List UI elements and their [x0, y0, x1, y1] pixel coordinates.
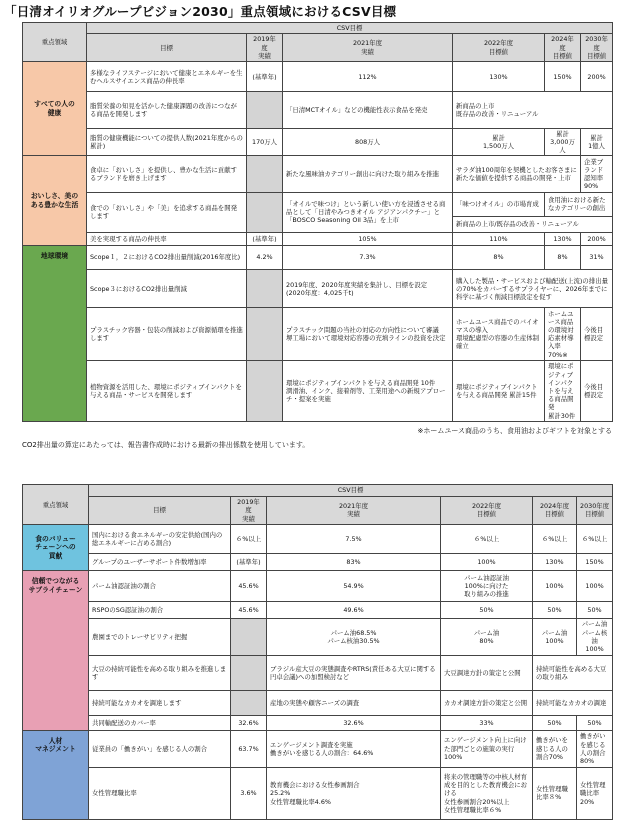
table-row: [23, 570, 613, 601]
header-area: 重点領域: [23, 485, 89, 525]
goal-cell: Scope３におけるCO2排出量削減: [87, 270, 247, 308]
header-2021: 2021年度 実績: [267, 496, 441, 525]
value-2030: 31%: [581, 245, 613, 269]
value-2022: 将来の管理職等の中核人材育成を目的とした教育機会における 女性参画割合20%以上 女性管理職比率６%: [441, 767, 533, 819]
goal-cell: 多様なライフステージにおいて健康とエネルギーを生むヘルスサイエンス商品の伸長率: [87, 62, 247, 92]
value-2022: ６%以上: [441, 525, 533, 554]
value-2024: 130%: [545, 232, 581, 245]
value-2019: 4.2%: [247, 245, 283, 269]
value-2022: 100%: [441, 554, 533, 571]
value-2022: 33%: [441, 716, 533, 731]
header-goal: 目標: [89, 496, 231, 525]
empty-cell: [231, 655, 267, 690]
value-2024-2030: 持続可能性を高める大豆の取り組み: [533, 655, 613, 690]
header-2024: 2024年度 目標値: [533, 496, 577, 525]
goal-cell: 美を実現する商品の伸長率: [87, 232, 247, 245]
value-2022: 「味つけオイル」の市場育成: [453, 192, 545, 216]
header-2022: 2022年度 目標値: [453, 34, 545, 62]
csv-table-1: [22, 22, 613, 422]
empty-cell: [247, 192, 283, 232]
value-2022: パーム油認証油 100%に向けた 取り組みの推進: [441, 570, 533, 601]
value-2021: 32.6%: [267, 716, 441, 731]
goal-cell: プラスチック容器・包装の削減および資源循環を推進します: [87, 308, 247, 361]
value-2019: (基準年): [247, 232, 283, 245]
empty-cell: [231, 691, 267, 716]
table-row: [23, 245, 613, 269]
footnote-home-use: ※ホームユース商品のうち、食用油およびギフトを対象とする: [417, 427, 612, 435]
header-csv: CSV目標: [87, 23, 613, 34]
value-2030: 150%: [577, 554, 613, 571]
value-2022: 環境にポジティブインパクトを与える商品開発 累計15件: [453, 361, 545, 422]
value-2030: 企業ブランド認知率 90%: [581, 156, 613, 192]
table-row: [23, 618, 613, 655]
value-2022: エンゲージメント向上に向けた部門ごとの施策の実行100%: [441, 730, 533, 767]
category-food: 食のバリュー チェーンへの 貢献: [23, 525, 89, 571]
value-2024: 累計 3,000万人: [545, 128, 581, 156]
value-2022: 130%: [453, 62, 545, 92]
value-2019: ６%以上: [231, 525, 267, 554]
value-2021: 教育機会における女性参画割合 25.2% 女性管理職比率4.6%: [267, 767, 441, 819]
value-2030: 累計 1億人: [581, 128, 613, 156]
value-2030: 100%: [577, 570, 613, 601]
value-2024: 50%: [533, 716, 577, 731]
value-2024: 女性管理職比率８%: [533, 767, 577, 819]
header-2022: 2022年度 目標値: [441, 496, 533, 525]
value-2021: エンゲージメント調査を実施 働きがいを感じる人の割合：64.6%: [267, 730, 441, 767]
value-2024: 環境にポジティブインパクトを与える商品開発 累計30件: [545, 361, 581, 422]
goal-cell: 従業員の「働きがい」を感じる人の割合: [89, 730, 231, 767]
table-row: [23, 716, 613, 731]
header-2019: 2019年度 実績: [247, 34, 283, 62]
goal-cell: 食での「おいしさ」や「美」を追求する商品を開発します: [87, 192, 247, 232]
value-2024: 100%: [533, 570, 577, 601]
value-2030: 働きがいを感じる人の割合80%: [577, 730, 613, 767]
value-2021: 新たな風味油カテゴリー創出に向けた取り組みを推進: [283, 156, 453, 192]
value-2021: 83%: [267, 554, 441, 571]
value-2024: 130%: [533, 554, 577, 571]
value-2019: 45.6%: [231, 602, 267, 619]
goal-cell: 農園までのトレーサビリティ把握: [89, 618, 231, 655]
value-2030: 今後目標設定: [581, 308, 613, 361]
page-title: 「日清オイリオグループビジョン2030」重点領域におけるCSV目標: [4, 4, 397, 19]
value-2024-2030: 持続可能なカカオの調達: [533, 691, 613, 716]
value-2030: 50%: [577, 716, 613, 731]
header-area: 重点領域: [23, 23, 87, 62]
value-2021: 54.9%: [267, 570, 441, 601]
value-2030: ６%以上: [577, 525, 613, 554]
value-2024: 働きがいを感じる人の割合70%: [533, 730, 577, 767]
value-2022: 累計 1,500万人: [453, 128, 545, 156]
value-2021: 7.5%: [267, 525, 441, 554]
table-row: [23, 767, 613, 819]
table-row: [23, 232, 613, 245]
value-2022: 50%: [441, 602, 533, 619]
empty-cell: [247, 270, 283, 308]
table-row: [23, 308, 613, 361]
goal-cell: 持続可能なカカオを調達します: [89, 691, 231, 716]
header-2019: 2019年度 実績: [231, 496, 267, 525]
value-2021: プラスチック問題の当社の対応の方向性について審議 堺工場において環境対応容器の充填ラインの投資を決定: [283, 308, 453, 361]
value-2021: 環境にポジティブインパクトを与える商品開発 10件 潤滑油、インク、接着剤等、工業用途への新規アプローチ・提案を実施: [283, 361, 453, 422]
table-row: [23, 525, 613, 554]
table-row: [23, 270, 613, 308]
empty-cell: [231, 618, 267, 655]
header-csv: CSV目標: [89, 485, 613, 497]
goal-cell: Scope１，２におけるCO2排出量削減(2016年度比): [87, 245, 247, 269]
value-2021: 105%: [283, 232, 453, 245]
empty-cell: [247, 156, 283, 192]
goal-cell: 国内における食エネルギーの安定供給(国内の総エネルギーに占める割合): [89, 525, 231, 554]
value-2019: 63.7%: [231, 730, 267, 767]
table-row: [23, 554, 613, 571]
header-2030: 2030年度 目標値: [577, 496, 613, 525]
empty-cell: [247, 92, 283, 128]
value-2024: ホームユース商品の環境対応素材導入率 70%※: [545, 308, 581, 361]
value-2024: パーム油 100%: [533, 618, 577, 655]
value-2021: パーム油68.5% パーム核油30.5%: [267, 618, 441, 655]
value-2022-2030: 新商品の上市/既存品の改善・リニューアル: [453, 216, 613, 232]
value-2022: 大豆調達方針の策定と公開: [441, 655, 533, 690]
value-2021: 7.3%: [283, 245, 453, 269]
value-2022: カカオ調達方針の策定と公開: [441, 691, 533, 716]
header-2030: 2030年度 目標値: [581, 34, 613, 62]
value-2021: ブラジル産大豆の実態調査やRTRS(責任ある大豆に関する円卓会議)への加盟検討など: [267, 655, 441, 690]
value-2030: 200%: [581, 62, 613, 92]
category-hr: 人材 マネジメント: [23, 730, 89, 819]
footnote-co2: CO2排出量の算定にあたっては、報告書作成時における最新の排出係数を使用しています。: [22, 441, 310, 449]
goal-cell: パーム油認証油の割合: [89, 570, 231, 601]
table-row: [23, 730, 613, 767]
table-row: [23, 192, 613, 216]
goal-cell: グループのユーザーサポート件数増加率: [89, 554, 231, 571]
value-2022: ホームユース商品でのバイオマスの導入 環境配慮型の容器の生産体制確立: [453, 308, 545, 361]
value-2030: 今後目標設定: [581, 361, 613, 422]
table-row: [23, 156, 613, 192]
value-2019: 3.6%: [231, 767, 267, 819]
header-goal: 目標: [87, 34, 247, 62]
value-2021: 「オイルで味つけ」という新しい使い方を浸透させる商品として「日清やみつきオイル アジアンパクチー」と「BOSCO Seasoning Oil 3品」を上市: [283, 192, 453, 232]
category-earth: 地球環境: [23, 245, 87, 421]
table-row: [23, 691, 613, 716]
value-2022-2030: 購入した製品・サービスおよび輸配送(上流)の排出量の70%をカバーするサプライヤーに、2026年までに科学に基づく削減目標設定を促す: [453, 270, 613, 308]
value-2030: 50%: [577, 602, 613, 619]
value-2021: 「日清MCTオイル」などの機能性表示食品を発売: [283, 92, 453, 128]
goal-cell: RSPOのSG認証油の割合: [89, 602, 231, 619]
value-2021: 産地の実態や顧客ニーズの調査: [267, 691, 441, 716]
value-2022-2030: 新商品の上市 既存品の改善・リニューアル: [453, 92, 613, 128]
goal-cell: 脂質の健康機能についての提供人数(2021年度からの累計): [87, 128, 247, 156]
table-row: [23, 655, 613, 690]
table-row: [23, 92, 613, 128]
goal-cell: 脂質栄養の知見を活かした健康課題の改善につながる商品を開発します: [87, 92, 247, 128]
goal-cell: 女性管理職比率: [89, 767, 231, 819]
value-2021: 808万人: [283, 128, 453, 156]
header-2021: 2021年度 実績: [283, 34, 453, 62]
goal-cell: 大豆の持続可能性を高める取り組みを推進します: [89, 655, 231, 690]
value-2022: パーム油 80%: [441, 618, 533, 655]
empty-cell: [247, 308, 283, 361]
value-2021: 112%: [283, 62, 453, 92]
value-2019: (基準年): [247, 62, 283, 92]
value-2022: 8%: [453, 245, 545, 269]
value-2021: 2019年度、2020年度実績を集計し、目標を設定 (2020年度：4,025千t): [283, 270, 453, 308]
table-row: [23, 62, 613, 92]
value-2019: 32.6%: [231, 716, 267, 731]
value-2022-2024: サラダ油100周年を契機としたお客さまに新たな価値を提供する商品の開発・上市: [453, 156, 581, 192]
table-row: [23, 361, 613, 422]
csv-table-2: [22, 484, 613, 820]
value-2030: 女性管理職比率20%: [577, 767, 613, 819]
table-row: [23, 128, 613, 156]
value-2024: 150%: [545, 62, 581, 92]
value-2019: 45.6%: [231, 570, 267, 601]
category-supply: 信頼でつながる サプライチェーン: [23, 570, 89, 730]
value-2030: 200%: [581, 232, 613, 245]
category-taste: おいしさ、美の ある豊かな生活: [23, 156, 87, 246]
category-health: すべての人の 健康: [23, 62, 87, 156]
goal-cell: 植物資源を活用した、環境にポジティブインパクトを与える商品・サービスを開発します: [87, 361, 247, 422]
value-2024: 50%: [533, 602, 577, 619]
goal-cell: 食卓に「おいしさ」を提供し、豊かな生活に貢献するブランドを磨き上げます: [87, 156, 247, 192]
value-2019: 170万人: [247, 128, 283, 156]
value-2021: 49.6%: [267, 602, 441, 619]
value-2024: 8%: [545, 245, 581, 269]
empty-cell: [247, 361, 283, 422]
value-2019: (基準年): [231, 554, 267, 571]
value-2024: ６%以上: [533, 525, 577, 554]
goal-cell: 共同輸配送のカバー率: [89, 716, 231, 731]
value-2030: パーム油 パーム核油 100%: [577, 618, 613, 655]
header-2024: 2024年度 目標値: [545, 34, 581, 62]
value-2024-2030: 食用油における新たなカテゴリーの創出: [545, 192, 613, 216]
value-2022: 110%: [453, 232, 545, 245]
table-row: [23, 602, 613, 619]
